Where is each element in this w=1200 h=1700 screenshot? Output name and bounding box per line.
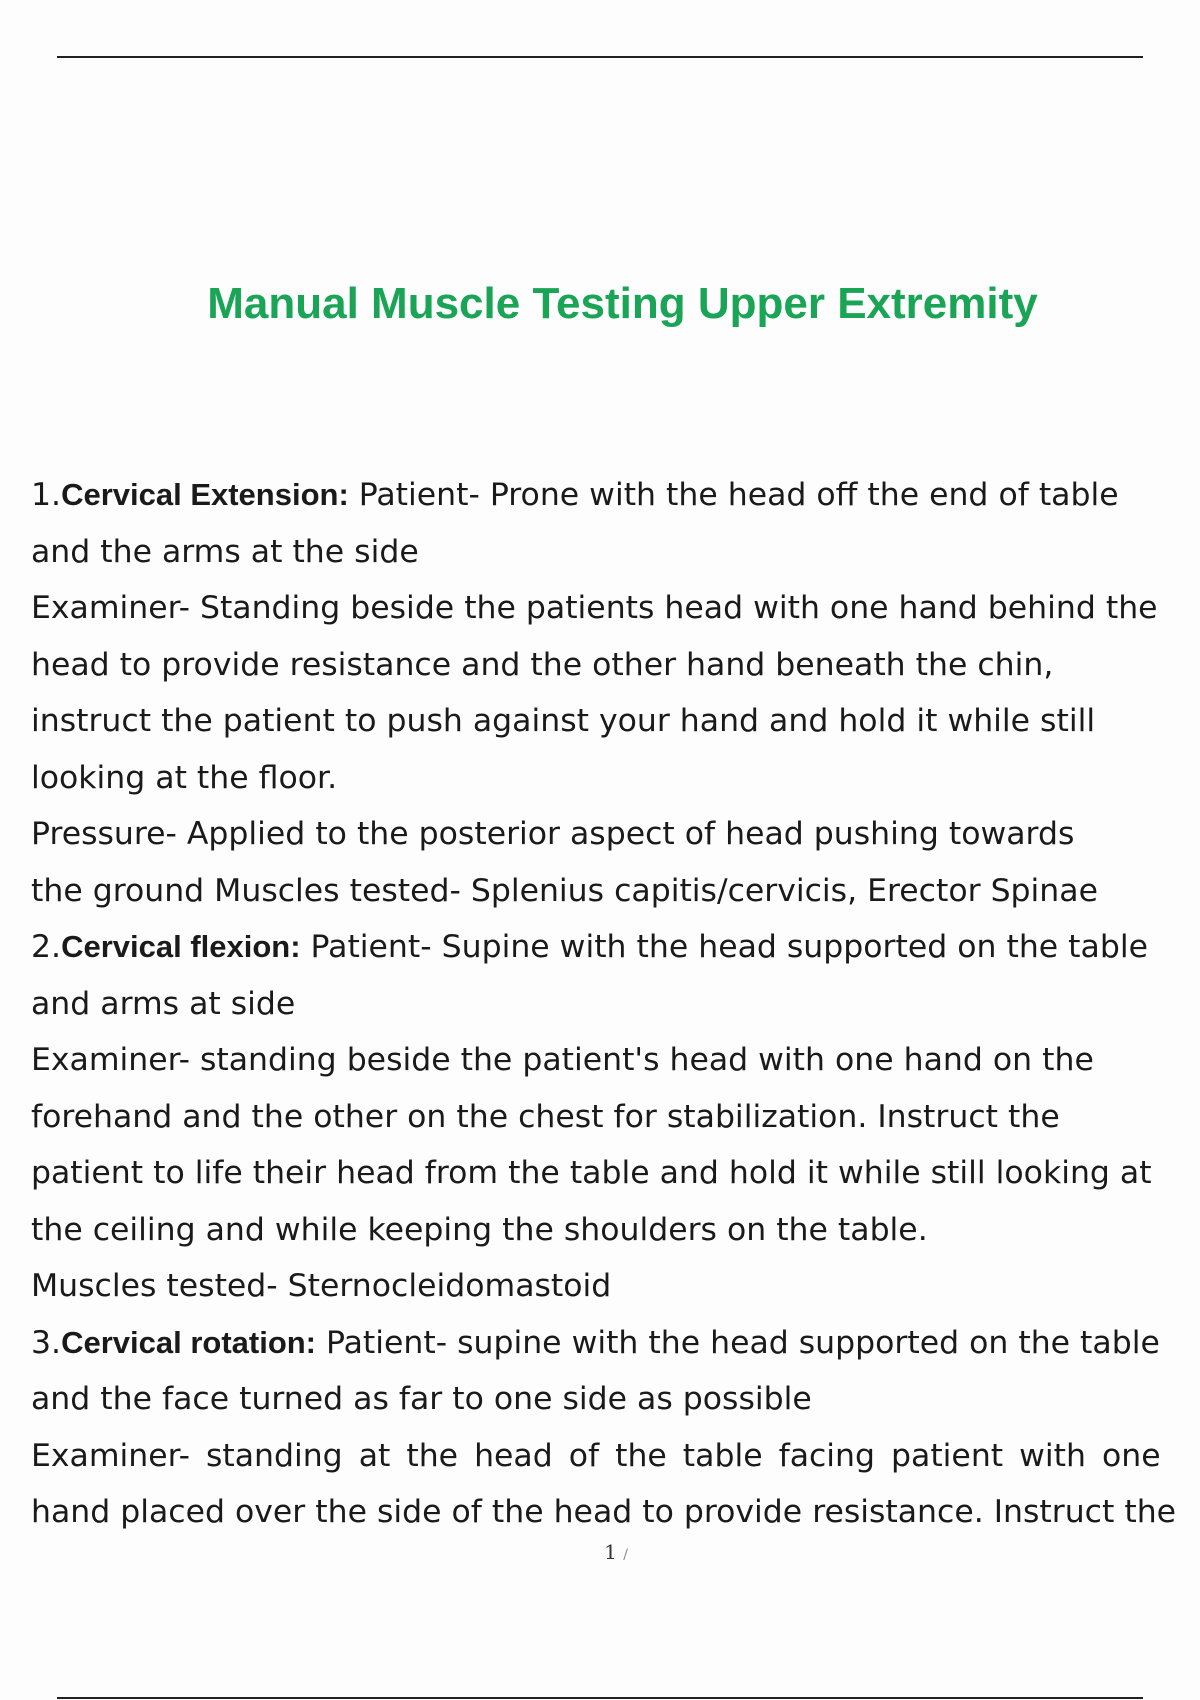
page-number [0,1540,1200,1564]
list-item-heading-line [31,1315,1200,1372]
top-rule [57,56,1143,58]
page-title: Manual Muscle Testing Upper Extremity [207,279,1038,328]
list-item-heading-line [31,919,1200,976]
text-line: the ceiling and while keeping the shoulders on the table. [31,1211,928,1248]
item-text: Patient- Supine with the head supported on the table [300,929,1148,965]
text-line: and the arms at the side [31,533,419,570]
text-line: forehand and the other on the chest for stabilization. Instruct the [31,1098,1060,1135]
text-line: hand placed over the side of the head to provide resistance. Instruct the [31,1494,1177,1530]
text-line: and arms at side [31,985,296,1022]
text-line: the ground Muscles tested- Splenius capitis/cervicis, Erector Spinae [31,872,1098,909]
item-text: Patient- Prone with the head off the end of table [348,477,1119,513]
text-line: Examiner- standing beside the patient's head with one hand on the [31,1042,1094,1078]
text-line: instruct the patient to push against your hand and hold it while still [31,703,1096,739]
text-line: Examiner- standing at the head of the table facing patient with one [31,1437,1161,1474]
bottom-rule [57,1697,1143,1699]
text-line: and the face turned as far to one side as possible [31,1381,812,1417]
item-number: 2. [31,929,62,965]
item-text: Patient- supine with the head supported on the table [316,1324,1160,1361]
text-line: patient to life their head from the table and hold it while still looking at [31,1155,1152,1191]
list-item-heading-line [31,467,1200,524]
text-line: head to provide resistance and the other hand beneath the chin, [31,646,1054,683]
item-heading: Cervical rotation: [61,1324,317,1360]
text-line: Pressure- Applied to the posterior aspect of head pushing towards [31,816,1075,852]
item-number: 1. [31,477,62,513]
page-number-suffix: / [623,1547,628,1563]
text-line: Muscles tested- Sternocleidomastoid [31,1268,612,1304]
text-line: Examiner- Standing beside the patients head with one hand behind the [31,590,1158,626]
item-number: 3. [31,1324,62,1361]
text-line: looking at the floor. [31,759,338,796]
page-number-value: 1 [604,1540,617,1564]
item-heading: Cervical flexion: [61,929,301,964]
document-body [31,467,1200,1541]
item-heading: Cervical Extension: [61,477,349,512]
